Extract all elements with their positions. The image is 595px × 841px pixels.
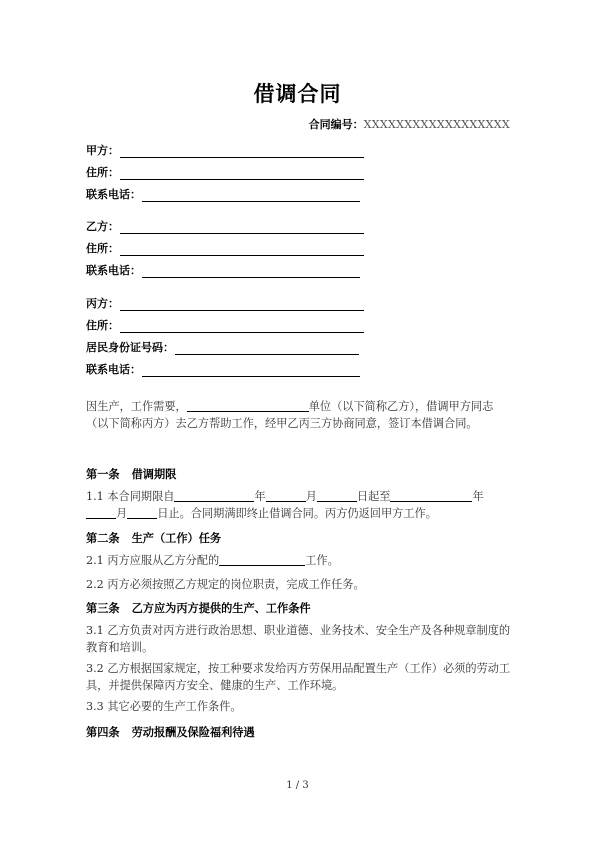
section-1-heading [86,466,176,482]
clause-1-1-year: 年 [254,490,266,503]
clause-1-1-month2: 月 [116,506,128,520]
party-c-phone-blank[interactable] [142,364,360,377]
party-c-address-label: 住所： [86,319,119,332]
section-4-number: 第四条 [86,726,120,739]
start-day-blank[interactable] [317,489,357,502]
section-3-number: 第三条 [86,602,120,615]
end-day-blank[interactable] [127,506,157,519]
work-assignment-blank[interactable] [219,553,305,566]
clause-1-1-year2: 年 [472,490,484,503]
party-b-address-label: 住所： [86,242,119,255]
end-year-blank[interactable] [390,489,472,502]
party-a-address-label: 住所： [86,166,119,179]
clause-2-1-after: 工作。 [305,554,339,567]
section-4-heading [86,724,255,740]
contract-number [309,116,510,132]
clause-1-1-rest: 日止。合同期满即终止借调合同。丙方仍返回甲方工作。 [157,506,437,520]
clause-2-2: 2.2 丙方必须按照乙方规定的岗位职责，完成工作任务。 [86,578,365,591]
clause-2-1 [86,553,512,570]
party-a-address-blank[interactable] [120,167,364,180]
end-month-blank[interactable] [86,506,116,519]
clause-3-3: 3.3 其它必要的生产工作条件。 [86,700,242,713]
page-number: 1 / 3 [286,780,309,791]
party-b-blank[interactable] [120,221,364,234]
party-a-field [86,142,364,158]
document-title: 借调合同 [253,82,342,106]
party-c-blank[interactable] [120,298,364,311]
party-b-field [86,218,364,234]
party-c-label: 丙方： [86,297,119,310]
party-b-phone-blank[interactable] [142,265,360,278]
party-a-phone-blank[interactable] [142,189,360,202]
party-b-label: 乙方： [86,220,119,233]
clause-1-1-day-from: 日起至 [356,490,391,503]
intro-unit-blank[interactable] [187,399,309,412]
party-a-phone-label: 联系电话： [86,188,141,201]
party-c-phone-field [86,361,360,377]
intro-text-after: 单位（以下简称乙方），借调甲方同志（以下简称丙方）去乙方帮助工作，经甲乙丙三方协商同意，签订本借调合同。 [86,400,494,430]
section-1-title: 借调期限 [131,468,177,481]
party-c-address-field [86,317,364,333]
section-3-heading [86,600,311,616]
party-c-phone-label: 联系电话： [86,363,141,376]
contract-number-label: 合同编号： [308,118,364,131]
party-b-address-blank[interactable] [120,243,364,256]
section-1-number: 第一条 [86,468,120,481]
clause-3-1: 3.1 乙方负责对丙方进行政治思想、职业道德、业务技术、安全生产及各种规章制度的教育和培训。 [86,624,511,654]
section-2-title: 生产（工作）任务 [131,532,222,545]
clause-1-1-month: 月 [305,490,317,503]
contract-number-value: XXXXXXXXXXXXXXXXXX [363,118,510,131]
section-4-title: 劳动报酬及保险福利待遇 [131,726,255,739]
start-year-blank[interactable] [174,489,254,502]
section-3-title: 乙方应为丙方提供的生产、工作条件 [131,602,311,615]
section-2-number: 第二条 [86,532,120,545]
intro-text-before: 因生产，工作需要， [86,400,187,413]
party-a-phone-field [86,186,360,202]
intro-paragraph [86,399,512,432]
party-c-id-label: 居民身份证号码： [86,341,174,354]
party-b-phone-field [86,262,360,278]
section-2-heading [86,530,221,546]
party-c-address-blank[interactable] [120,320,364,333]
clause-1-1-text: 1.1 本合同期限自 [86,490,175,503]
party-b-address-field [86,240,364,256]
party-a-address-field [86,164,364,180]
party-b-phone-label: 联系电话： [86,264,141,277]
party-a-blank[interactable] [120,145,364,158]
party-a-label: 甲方： [86,144,119,157]
party-c-id-blank[interactable] [175,342,359,355]
start-month-blank[interactable] [266,489,306,502]
clause-3-2: 3.2 乙方根据国家规定，按工种要求发给丙方劳保用品配置生产（工作）必须的劳动工具，并提供保障丙方安全、健康的生产、工作环境。 [86,662,511,692]
party-c-field [86,295,364,311]
party-c-id-field [86,339,359,355]
clause-1-1 [86,489,512,522]
clause-2-1-before: 2.1 丙方应服从乙方分配的 [86,554,220,567]
